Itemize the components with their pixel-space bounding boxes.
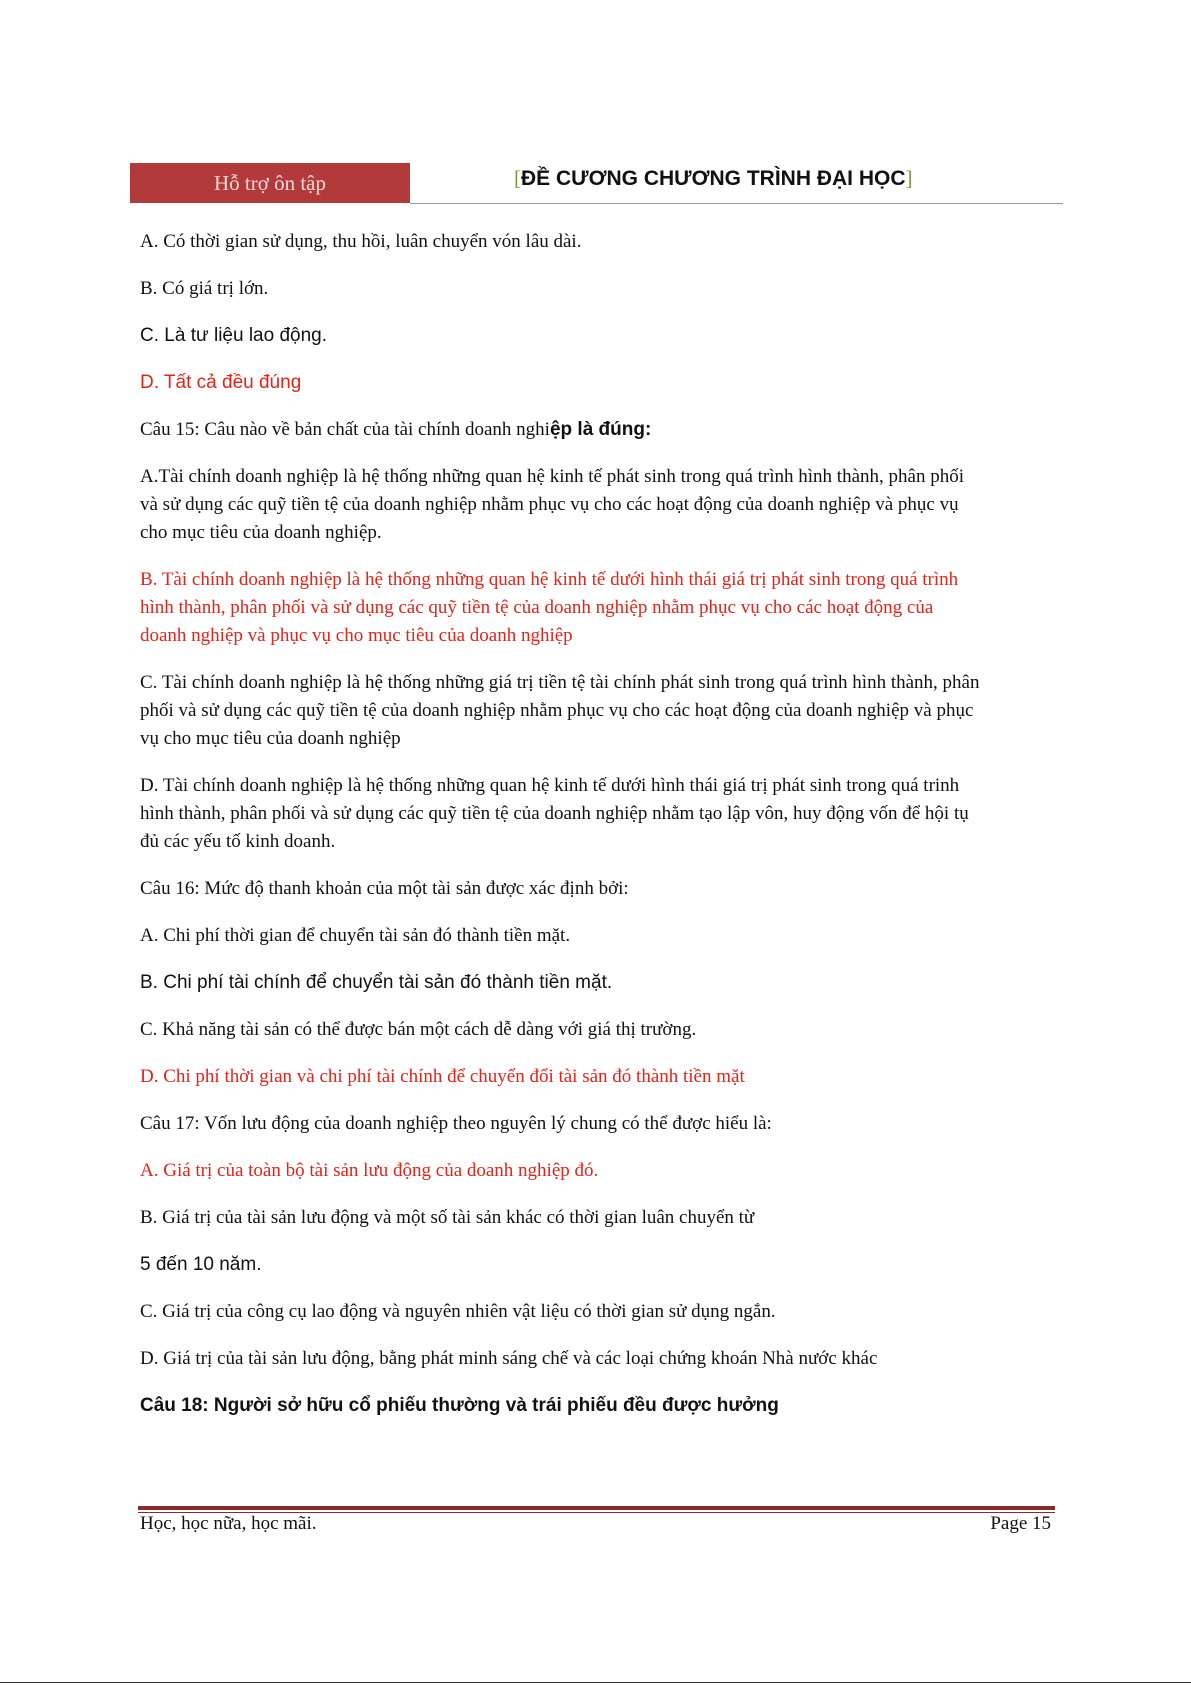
q16-option-d-answer: D. Chi phí thời gian và chi phí tài chính để chuyển đổi tài sản đó thành tiền mặt [140, 1066, 745, 1087]
q17-option-c: C. Giá trị của công cụ lao động và nguyên nhiên vật liệu có thời gian sử dụng ngắn. [140, 1301, 776, 1322]
q14-option-d-answer: D. Tất cả đều đúng [140, 372, 302, 393]
q17-option-b-line2: 5 đến 10 năm. [140, 1254, 262, 1275]
q14-option-a: A. Có thời gian sử dụng, thu hồi, luân chuyển vón lâu dài. [140, 231, 582, 252]
q15-option-b-answer: B. Tài chính doanh nghiệp là hệ thống những quan hệ kinh tế dưới hình thái giá trị phát sinh trong quá trình hình thành, phân phối và sử dụng các quỹ tiền tệ của doanh nghiệp nhằm phục vụ cho các hoạt động của doanh nghiệp và phục vụ cho mục tiêu của doanh nghiệp [140, 569, 959, 646]
q15-question [140, 416, 980, 444]
header-rule [410, 203, 1063, 204]
page-content [140, 228, 980, 1439]
q14-option-c: C. Là tư liệu lao động. [140, 325, 328, 346]
q17-option-b-line1: B. Giá trị của tài sản lưu động và một số tài sản khác có thời gian luân chuyển từ [140, 1207, 755, 1228]
page-number: Page 15 [990, 1513, 1051, 1534]
q15-option-c: C. Tài chính doanh nghiệp là hệ thống những giá trị tiền tệ tài chính phát sinh trong quá trình hình thành, phân phối và sử dụng các quỹ tiền tệ của doanh nghiệp nhằm phục vụ cho các hoạt động của doanh nghiệp và phục vụ cho mục tiêu của doanh nghiệp [140, 672, 980, 749]
q16-option-b: B. Chi phí tài chính để chuyển tài sản đó thành tiền mặt. [140, 972, 613, 993]
q15-question-start: Câu 15: Câu nào về bản chất của tài chính doanh nghi [140, 419, 550, 440]
q14-option-b: B. Có giá trị lớn. [140, 278, 269, 299]
q15-option-a: A.Tài chính doanh nghiệp là hệ thống những quan hệ kinh tế phát sinh trong quá trình hình thành, phân phối và sử dụng các quỹ tiền tệ của doanh nghiệp nhằm phục vụ cho các hoạt động của doanh nghiệp và phục vụ cho mục tiêu của doanh nghiệp. [140, 466, 964, 543]
q15-question-end: ệp là đúng: [549, 419, 652, 440]
footer-rule-thick [138, 1506, 1055, 1510]
q16-option-c: C. Khả năng tài sản có thể được bán một cách dễ dàng với giá thị trường. [140, 1019, 697, 1040]
bracket-open: [ [514, 166, 521, 190]
q16-option-a: A. Chi phí thời gian để chuyển tài sản đó thành tiền mặt. [140, 925, 571, 946]
q15-option-d: D. Tài chính doanh nghiệp là hệ thống những quan hệ kinh tế dưới hình thái giá trị phát sinh trong quá trinh hình thành, phân phối và sử dụng các quỹ tiền tệ của doanh nghiệp nhằm tạo lập vôn, huy động vốn để hội tụ đủ các yếu tố kinh doanh. [140, 775, 969, 852]
q17-question: Câu 17: Vốn lưu động của doanh nghiệp theo nguyên lý chung có thể được hiểu là: [140, 1113, 772, 1134]
q17-option-d: D. Giá trị của tài sản lưu động, bằng phát minh sáng chế và các loại chứng khoán Nhà nước khác [140, 1348, 878, 1369]
q17-option-a-answer: A. Giá trị của toàn bộ tài sản lưu động của doanh nghiệp đó. [140, 1160, 599, 1181]
footer-motto: Học, học nữa, học mãi. [140, 1513, 317, 1534]
bracket-close: ] [905, 166, 913, 190]
q18-question: Câu 18: Người sở hữu cổ phiếu thường và trái phiếu đều được hưởng [140, 1395, 779, 1416]
header-tab [130, 163, 410, 203]
q16-question: Câu 16: Mức độ thanh khoản của một tài sản được xác định bởi: [140, 878, 629, 899]
page-edge [0, 1682, 1191, 1683]
document-title-text: ĐỀ CƯƠNG CHƯƠNG TRÌNH ĐẠI HỌC [521, 167, 906, 190]
document-title [514, 166, 913, 191]
header-tab-label: Hỗ trợ ôn tập [213, 170, 326, 195]
